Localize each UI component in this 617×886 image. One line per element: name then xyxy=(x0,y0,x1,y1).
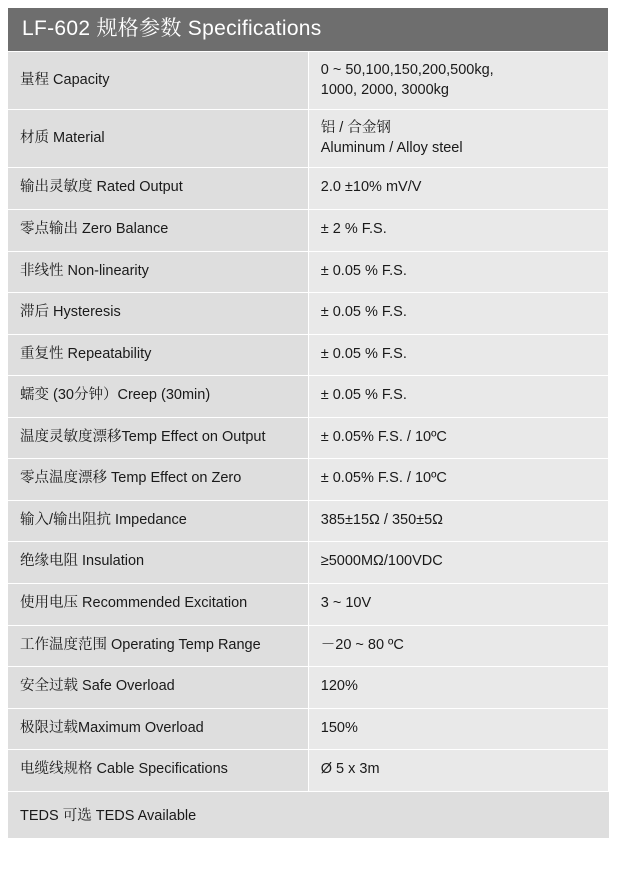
table-row xyxy=(8,376,609,418)
spec-value: ± 0.05% F.S. / 10ºC xyxy=(308,459,608,501)
table-row xyxy=(8,52,609,110)
spec-value: 3 ~ 10V xyxy=(308,584,608,626)
table-title-row xyxy=(8,8,609,52)
teds-availability: TEDS 可选 TEDS Available xyxy=(8,791,609,838)
page-title: LF-602 规格参数 Specifications xyxy=(22,17,322,40)
table-row xyxy=(8,625,609,667)
spec-value: 385±15Ω / 350±5Ω xyxy=(308,500,608,542)
spec-value: ± 0.05 % F.S. xyxy=(308,376,608,418)
table-row xyxy=(8,209,609,251)
spec-value-line: Aluminum / Alloy steel xyxy=(320,139,463,156)
table-row xyxy=(8,459,609,501)
spec-value-line: 铝 / 合金钢 xyxy=(320,120,391,137)
spec-label: 输出灵敏度 Rated Output xyxy=(8,168,308,210)
table-row xyxy=(8,293,609,335)
spec-value: ± 0.05 % F.S. xyxy=(308,251,608,293)
spec-value: ± 2 % F.S. xyxy=(308,209,608,251)
spec-value: －20 ~ 80 ºC xyxy=(308,625,608,667)
table-row xyxy=(8,417,609,459)
table-title-cell xyxy=(8,8,609,52)
spec-value-line: 1000, 2000, 3000kg xyxy=(320,81,449,98)
spec-value: Ø 5 x 3m xyxy=(308,750,608,792)
spec-value xyxy=(308,110,608,168)
spec-value: ≥5000MΩ/100VDC xyxy=(308,542,608,584)
table-row xyxy=(8,334,609,376)
spec-value-line: 0 ~ 50,100,150,200,500kg, xyxy=(320,62,494,79)
spec-label: 零点输出 Zero Balance xyxy=(8,209,308,251)
spec-value: ± 0.05 % F.S. xyxy=(308,293,608,335)
table-footer-row xyxy=(8,791,609,838)
table-row xyxy=(8,584,609,626)
table-row xyxy=(8,110,609,168)
spec-label: 重复性 Repeatability xyxy=(8,334,308,376)
table-row xyxy=(8,500,609,542)
spec-value: ± 0.05% F.S. / 10ºC xyxy=(308,417,608,459)
table-body xyxy=(8,8,609,838)
spec-label: 工作温度范围 Operating Temp Range xyxy=(8,625,308,667)
spec-label: 零点温度漂移 Temp Effect on Zero xyxy=(8,459,308,501)
table-row xyxy=(8,251,609,293)
table-row xyxy=(8,168,609,210)
table-row xyxy=(8,708,609,750)
spec-label: 蠕变 (30分钟）Creep (30min) xyxy=(8,376,308,418)
table-row xyxy=(8,667,609,709)
spec-label: 使用电压 Recommended Excitation xyxy=(8,584,308,626)
specifications-table xyxy=(8,8,609,839)
spec-label: 输入/输出阻抗 Impedance xyxy=(8,500,308,542)
spec-label: 材质 Material xyxy=(8,110,308,168)
spec-label: 量程 Capacity xyxy=(8,52,308,110)
table-row xyxy=(8,542,609,584)
spec-value: ± 0.05 % F.S. xyxy=(308,334,608,376)
spec-label: 温度灵敏度漂移Temp Effect on Output xyxy=(8,417,308,459)
spec-value: 2.0 ±10% mV/V xyxy=(308,168,608,210)
spec-label: 电缆线规格 Cable Specifications xyxy=(8,750,308,792)
spec-value xyxy=(308,52,608,110)
spec-value: 150% xyxy=(308,708,608,750)
spec-label: 安全过载 Safe Overload xyxy=(8,667,308,709)
spec-label: 极限过载Maximum Overload xyxy=(8,708,308,750)
spec-value: 120% xyxy=(308,667,608,709)
spec-label: 绝缘电阻 Insulation xyxy=(8,542,308,584)
spec-label: 滞后 Hysteresis xyxy=(8,293,308,335)
table-row xyxy=(8,750,609,792)
spec-label: 非线性 Non-linearity xyxy=(8,251,308,293)
